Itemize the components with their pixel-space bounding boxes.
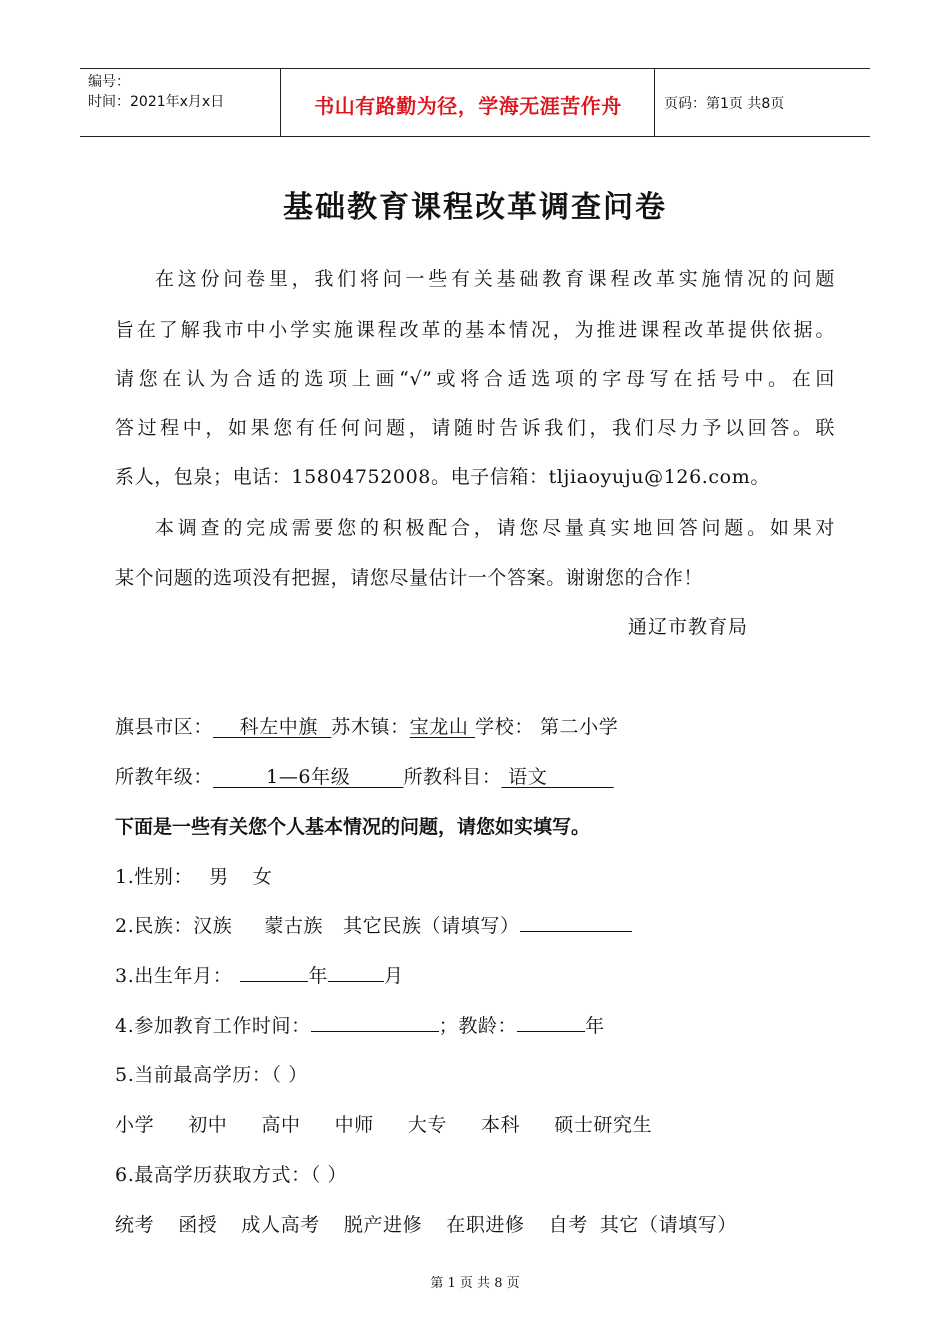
school-field[interactable]: 第二小学 xyxy=(539,716,619,738)
intro-line: 答过程中，如果您有任何问题，请随时告诉我们，我们尽力予以回答。联 xyxy=(115,417,835,439)
option-self-study-exam[interactable]: 自考 xyxy=(548,1214,588,1236)
county-field[interactable]: 科左中旗 xyxy=(213,716,332,738)
option-bachelor[interactable]: 本科 xyxy=(481,1114,521,1136)
town-field[interactable]: 宝龙山 xyxy=(409,716,476,738)
intro-line: 本调查的完成需要您的积极配合，请您尽量真实地回答问题。如果对 xyxy=(155,517,835,539)
option-normal-school[interactable]: 中师 xyxy=(334,1114,374,1136)
option-senior-high[interactable]: 高中 xyxy=(261,1114,301,1136)
header-top-rule xyxy=(80,68,870,69)
signature: 通辽市教育局 xyxy=(628,616,749,638)
header-divider-left xyxy=(280,68,281,136)
q4-label: 4.参加教育工作时间： xyxy=(115,1015,311,1037)
option-mongol[interactable]: 蒙古族 xyxy=(264,915,324,937)
q5-options xyxy=(115,1110,652,1137)
option-junior-middle[interactable]: 初中 xyxy=(188,1114,228,1136)
birth-year-field[interactable] xyxy=(240,963,308,982)
option-unified-exam[interactable]: 统考 xyxy=(115,1214,155,1236)
header-number-label: 编号： xyxy=(88,74,130,90)
question-1 xyxy=(115,862,272,889)
other-ethnicity-field[interactable] xyxy=(520,913,632,932)
header-time-label: 时间：2021年x月x日 xyxy=(88,94,225,110)
subject-label: 所教科目： xyxy=(403,766,502,788)
school-info-row xyxy=(115,712,618,739)
option-other-ethnicity[interactable]: 其它民族（请填写） xyxy=(343,915,520,937)
q4-year-unit: 年 xyxy=(585,1015,605,1037)
county-label: 旗县市区： xyxy=(115,716,214,738)
option-full-time-study[interactable]: 脱产进修 xyxy=(343,1214,423,1236)
header-bottom-rule xyxy=(80,136,870,137)
option-primary[interactable]: 小学 xyxy=(115,1114,155,1136)
birth-month-field[interactable] xyxy=(328,963,384,982)
document-title: 基础教育课程改革调查问卷 xyxy=(283,190,667,225)
option-master[interactable]: 硕士研究生 xyxy=(554,1114,653,1136)
q4-age-label: ；教龄： xyxy=(438,1015,518,1037)
option-adult-exam[interactable]: 成人高考 xyxy=(241,1214,320,1236)
intro-line: 请您在认为合适的选项上画“√”或将合适选项的字母写在括号中。在回 xyxy=(115,368,835,390)
grade-field[interactable]: 1—6年级 xyxy=(213,766,404,788)
header-divider-right xyxy=(654,68,655,136)
intro-line: 某个问题的选项没有把握，请您尽量估计一个答案。谢谢您的合作！ xyxy=(115,567,704,589)
town-label: 苏木镇： xyxy=(331,716,410,738)
intro-line: 旨在了解我市中小学实施课程改革的基本情况，为推进课程改革提供依据。 xyxy=(115,319,835,341)
option-female[interactable]: 女 xyxy=(252,866,273,888)
question-4 xyxy=(115,1011,605,1038)
subject-field[interactable]: 语文 xyxy=(501,766,614,788)
question-2 xyxy=(115,911,632,938)
q1-label: 1.性别： xyxy=(115,866,194,888)
q3-month-unit: 月 xyxy=(383,965,404,987)
q6-options xyxy=(115,1210,737,1237)
option-in-service-study[interactable]: 在职进修 xyxy=(446,1214,525,1236)
option-college[interactable]: 大专 xyxy=(407,1114,448,1136)
option-male[interactable]: 男 xyxy=(209,866,229,888)
q3-year-unit: 年 xyxy=(308,965,328,987)
header-motto: 书山有路勤为径，学海无涯苦作舟 xyxy=(314,94,622,118)
question-3 xyxy=(115,961,404,988)
header-meta xyxy=(88,72,224,112)
q3-label: 3.出生年月： xyxy=(115,965,233,987)
work-start-field[interactable] xyxy=(311,1013,439,1032)
question-5: 5.当前最高学历：（ ） xyxy=(115,1064,308,1086)
grade-info-row xyxy=(115,762,614,789)
question-6: 6.最高学历获取方式：（ ） xyxy=(115,1164,348,1186)
school-label: 学校： xyxy=(475,716,534,738)
header-page-info: 页码：第1页 共8页 xyxy=(664,96,785,112)
section-heading: 下面是一些有关您个人基本情况的问题，请您如实填写。 xyxy=(115,816,591,838)
intro-line: 系人，包泉；电话：15804752008。电子信箱：tljiaoyuju@126.com。 xyxy=(115,466,770,488)
option-other-method[interactable]: 其它（请填写） xyxy=(599,1214,738,1236)
option-han[interactable]: 汉族 xyxy=(193,915,233,937)
page-footer: 第 1 页 共 8 页 xyxy=(430,1276,520,1291)
option-correspondence[interactable]: 函授 xyxy=(178,1214,218,1236)
q2-label: 2.民族： xyxy=(115,915,194,937)
intro-line: 在这份问卷里，我们将问一些有关基础教育课程改革实施情况的问题 xyxy=(155,268,835,290)
grade-label: 所教年级： xyxy=(115,766,214,788)
teaching-years-field[interactable] xyxy=(517,1013,585,1032)
